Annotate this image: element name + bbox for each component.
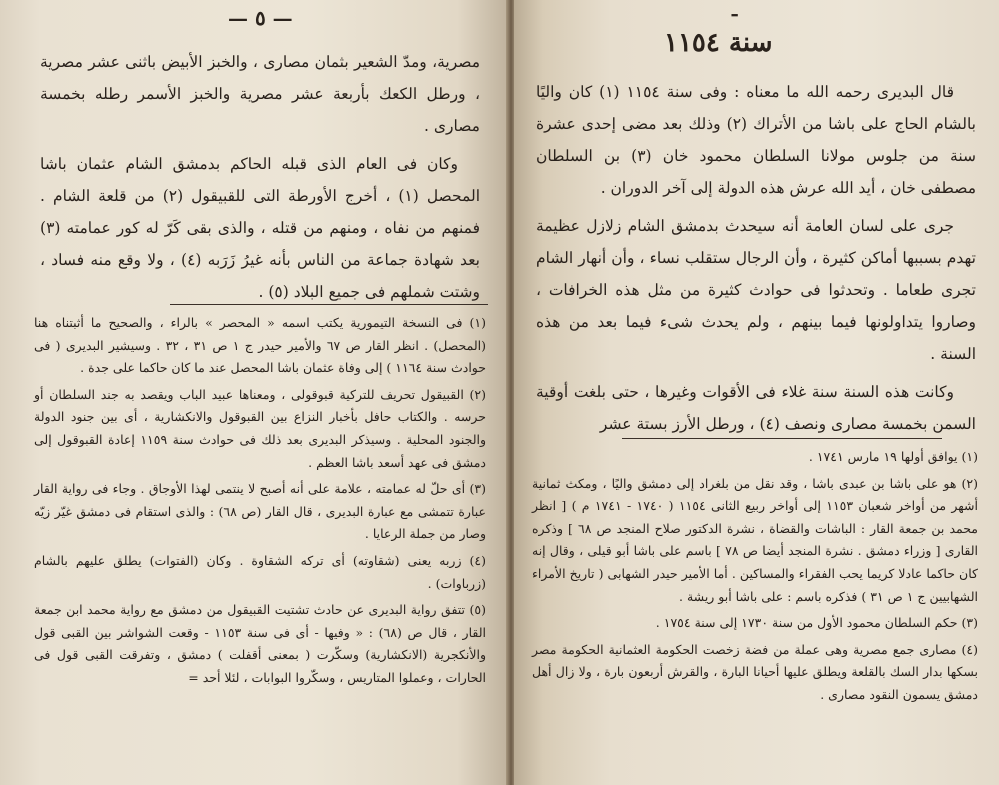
right-main-text xyxy=(536,76,976,446)
paragraph: مصرية، ومدّ الشعير بثمان مصارى ، والخبز الأبيض باثنى عشر مصرية ، ورطل الكعك بأربعة عشر مصرية والخبز الأسمر رطله بخمسة مصارى . xyxy=(40,53,480,135)
footnote: (٢) هو على باشا بن عبدى باشا ، وقد نقل من بلغراد إلى دمشق واليًا ، ومكث ثمانية أشهر من أواخر شعبان ١١٥٣ إلى أواخر ربيع الثانى ١١٥٤ ( ١٧٤٠ - ١٧٤١ م ) [ انظر محمد بن جمعة القار : الباشات والقضاة ، نشرة الدكتور صلاح المنجد ص ٦٨ ] وذكره القارى [ وزراء دمشق . نشرة المنجد أيضا ص ٧٨ ] باسم على باشا أبو قيلى ، وقال إنه كان حاكما عادلا كريما يحب الفقراء والمساكين . أما الأمير حيدر الشهابى ( تاريخ الأمراء الشهابيين ج ١ ص ٣١ ) فذكره باسم : على باشا أبو ريشة . xyxy=(532,475,979,604)
right-page xyxy=(514,0,999,785)
paragraph: وكانت هذه السنة سنة غلاء فى الأقوات وغيرها ، حتى بلغت أوقية السمن بخمسة مصارى ونصف (٤) ، ورطل الأرز بستة عشر xyxy=(536,383,976,433)
footnote: (٥) تتفق رواية البديرى عن حادث تشتيت القبيقول من دمشق مع رواية محمد ابن جمعة القار ، قال ص (٦٨) : « وفيها - أى فى سنة ١١٥٣ - وقعت الشواشر بين القبى قول والأنكجرية (الانكشارية) وسكّرت ( بمعنى أقفلت ) دمشق ، وتفرقت القبى قول فى الحارات ، وعملوا المتاريس ، وسكّروا البوابات ، لئلا أحد = xyxy=(34,602,487,685)
page-number: — ٥ — xyxy=(228,6,293,30)
running-head-mark: ـ xyxy=(732,0,738,21)
footnote: (٣) حكم السلطان محمود الأول من سنة ١٧٣٠ إلى سنة ١٧٥٤ . xyxy=(655,615,978,631)
left-main-text xyxy=(40,46,480,314)
paragraph: قال البديرى رحمه الله ما معناه : وفى سنة ١١٥٤ (١) كان واليًا بالشام الحاج على باشا من الأتراك (٢) وذلك بعد مضى إحدى عشرة سنة من جلوس مولانا السلطان محمود خان (٣) بن السلطان مصطفى خان ، أيد الله عرش هذه الدولة إلى آخر الدوران . xyxy=(536,83,976,197)
footnote-divider xyxy=(170,304,488,305)
paragraph: جرى على لسان العامة أنه سيحدث بدمشق الشام زلازل عظيمة تهدم بسببها أماكن كثيرة ، وأن الرجال ستقلب نساء ، وأن أنهار الشام تجرى طعاما . وتحدثوا فى حوادث كثيرة من مثل هذه الخرافات ، وصاروا يتداولونها فيما بينهم ، ولم يحدث شىء فيما بعد من هذه السنة . xyxy=(536,217,976,363)
footnote: (٤) زربه يعنى (شقاوته) أى تركه الشقاوة . وكان (الفتوات) يطلق عليهم بالشام (زرباوات) . xyxy=(34,552,486,591)
footnote: (٣) أى حلّ له عمامته ، علامة على أنه أصبح لا ينتمى لهذا الأوجاق . وجاء فى رواية القار عبارة تتمشى مع عبارة البديرى ، قال القار (ص ٦٨) : والذى استقام فى دمشق غيّر زيّه وصار من جملة الرعايا . xyxy=(34,481,486,542)
paragraph: وكان فى العام الذى قبله الحاكم بدمشق الشام عثمان باشا المحصل (١) ، أخرج الأورطة التى للقبيقول (٢) من قلعة الشام . فمنهم من نفاه ، ومنهم من قتله ، والذى بقى كَرّ له كور عمامته (٣) بعد شهادة جماعة من الناس بأنه غيرُ زَرَبه (٤) ، ولا وقع منه فساد ، وشتت شملهم فى جميع البلاد (٥) . xyxy=(40,155,480,301)
footnote: (١) يوافق أولها ١٩ مارس ١٧٤١ . xyxy=(808,449,978,464)
footnote-divider xyxy=(622,438,942,439)
footnote: (٢) القبيقول تحريف للتركية قبوقولى ، ومعناها عبيد الباب ويقصد به جند السلطان أو حرسه . والكتاب حافل بأخبار النزاع بين القبوقول والانكشارية ، أى بين جنود الدولة والجنود المحلية . وسيذكر البديرى بعد ذلك فى حوادث سنة ١١٥٩ إعادة القبوقول إلى دمشق فى عهد أسعد باشا العظم . xyxy=(34,386,487,470)
footnote: (١) فى النسخة التيمورية يكتب اسمه « المحصر » بالراء ، والصحيح ما أثبتناه هنا (المحصل) . انظر القار ص ٦٧ والأمير حيدر ج ١ ص ٣١ ، ٣٢ . وسيشير البديرى ( فى حوادث سنة ١١٦٤ ) إلى وفاة عثمان باشا المحصل عند ما كان حاكما على جدة . xyxy=(34,315,487,376)
footnote: (٤) مصارى جمع مصرية وهى عملة من فضة زخصت الحكومة العثمانية الحكومة مصر بسكها بدار السك بالقلعة ويطلق عليها أحيانا البارة ، والقرش أربعون بارة ، ولا زال أهل دمشق يسمون النقود مصارى . xyxy=(532,641,978,702)
right-footnotes xyxy=(532,446,978,711)
left-footnotes xyxy=(34,312,486,694)
year-heading: سنة ١١٥٤ xyxy=(664,28,773,58)
